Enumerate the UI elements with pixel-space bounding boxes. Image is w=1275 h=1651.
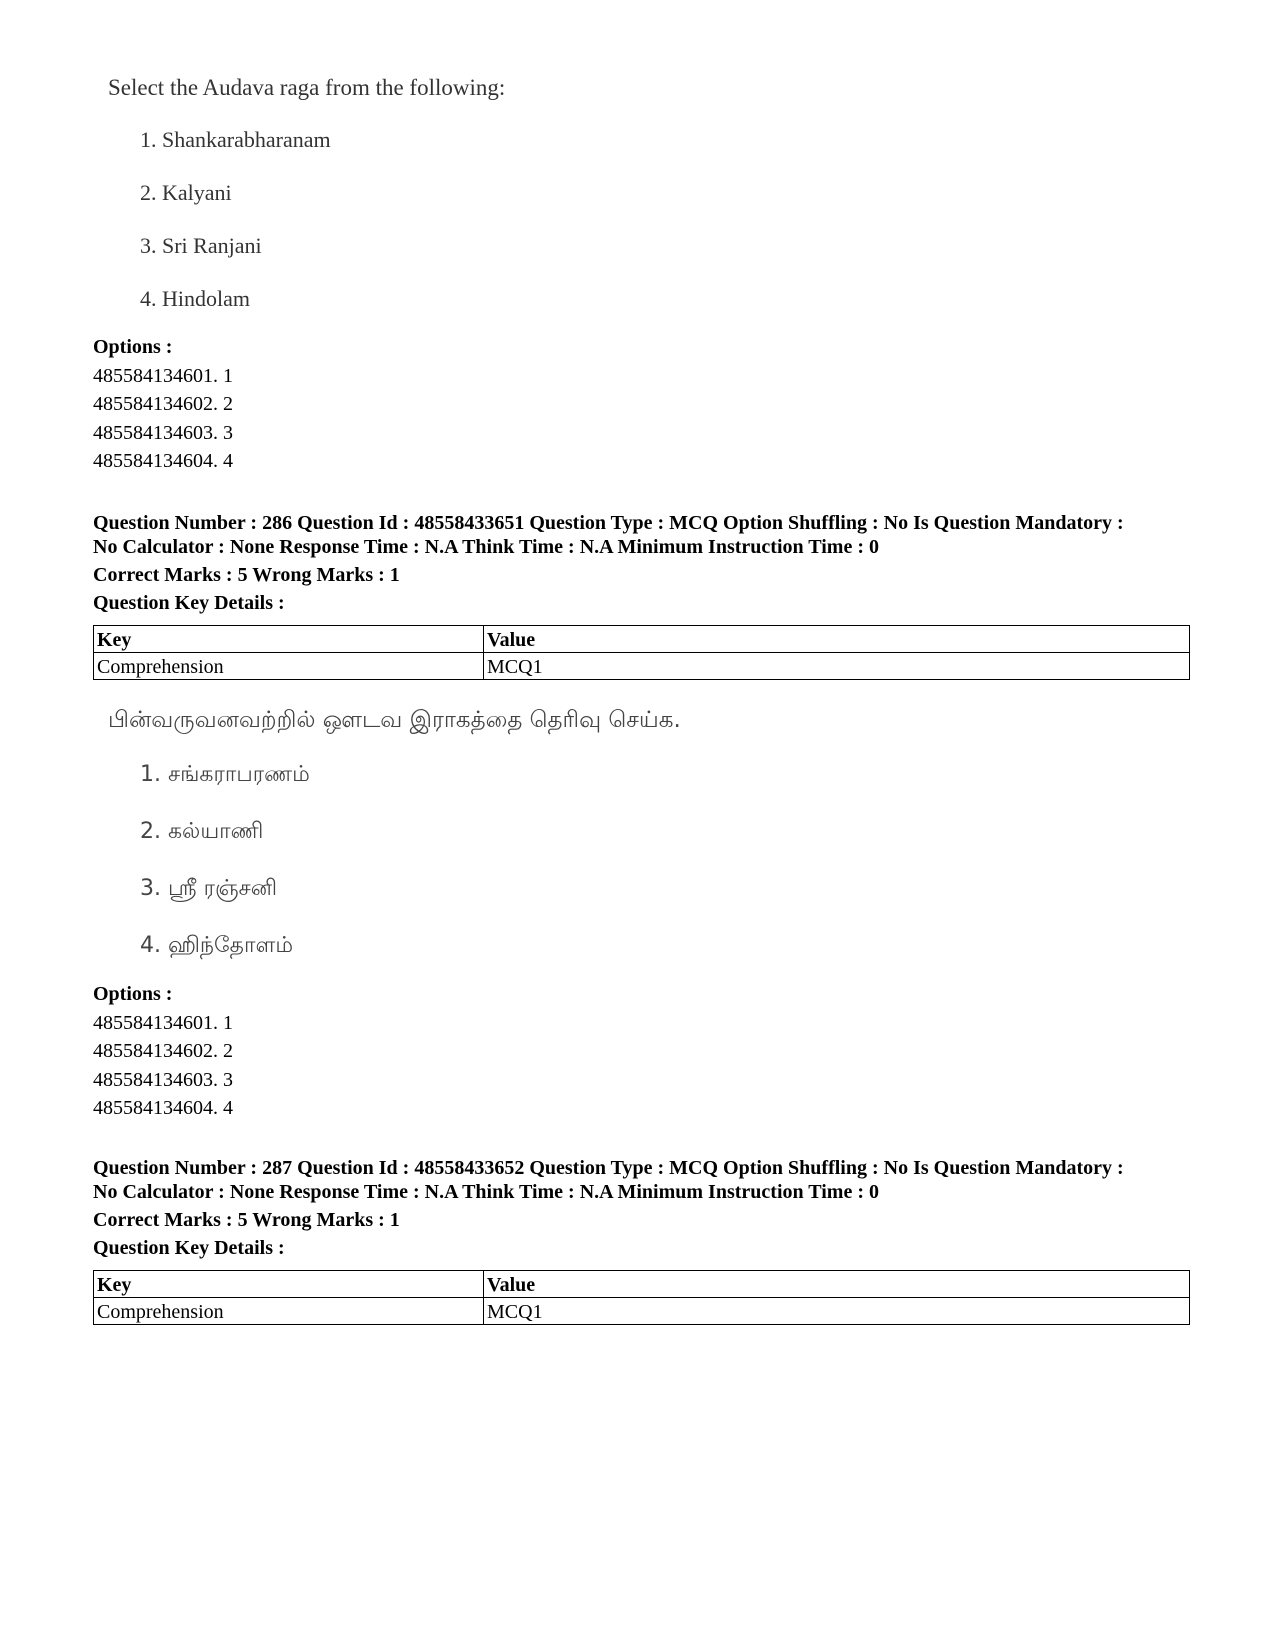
table-header-key: Key bbox=[94, 626, 484, 653]
question-meta-286 bbox=[93, 511, 1213, 615]
options-block bbox=[93, 333, 233, 476]
question-meta-line: Question Number : 287 Question Id : 48558433652 Question Type : MCQ Option Shuffling : No Is Question Mandatory : bbox=[93, 1157, 1124, 1179]
table-row bbox=[94, 1298, 1190, 1325]
key-details-heading: Question Key Details : bbox=[93, 592, 285, 614]
choice-item: 3. Sri Ranjani bbox=[140, 233, 262, 258]
option-item: 485584134603. 3 bbox=[93, 1068, 233, 1091]
option-item: 485584134602. 2 bbox=[93, 393, 233, 415]
options-heading: Options : bbox=[93, 336, 173, 358]
question-stem: பின்வருவனவற்றில் ஔடவ இராகத்தை தெரிவு செய்க. bbox=[108, 707, 681, 733]
question-meta-line: No Calculator : None Response Time : N.A Think Time : N.A Minimum Instruction Time : 0 bbox=[93, 1181, 879, 1203]
key-details-table bbox=[93, 1270, 1190, 1325]
choice-item: 4. ஹிந்தோளம் bbox=[140, 933, 294, 958]
question-meta-line: No Calculator : None Response Time : N.A Think Time : N.A Minimum Instruction Time : 0 bbox=[93, 536, 879, 558]
table-header-value: Value bbox=[484, 626, 1190, 653]
option-item: 485584134604. 4 bbox=[93, 1097, 233, 1119]
question-image-tamil bbox=[108, 706, 858, 976]
marks-line: Correct Marks : 5 Wrong Marks : 1 bbox=[93, 1209, 400, 1231]
question-meta-287 bbox=[93, 1156, 1213, 1260]
option-item: 485584134601. 1 bbox=[93, 1011, 233, 1034]
option-item: 485584134601. 1 bbox=[93, 364, 233, 387]
question-meta-line: Question Number : 286 Question Id : 48558433651 Question Type : MCQ Option Shuffling : No Is Question Mandatory : bbox=[93, 512, 1124, 534]
table-row bbox=[94, 653, 1190, 680]
table-header-row bbox=[94, 626, 1190, 653]
question-image-english bbox=[108, 74, 808, 324]
option-item: 485584134602. 2 bbox=[93, 1040, 233, 1062]
question-stem: Select the Audava raga from the following: bbox=[108, 75, 506, 100]
table-cell-key: Comprehension bbox=[94, 1298, 484, 1325]
choice-item: 3. ஸ்ரீ ரஞ்சனி bbox=[140, 876, 278, 901]
key-details-heading: Question Key Details : bbox=[93, 1237, 285, 1259]
table-cell-key: Comprehension bbox=[94, 653, 484, 680]
table-header-value: Value bbox=[484, 1271, 1190, 1298]
option-item: 485584134603. 3 bbox=[93, 421, 233, 444]
table-header-key: Key bbox=[94, 1271, 484, 1298]
option-item: 485584134604. 4 bbox=[93, 450, 233, 472]
choice-item: 2. Kalyani bbox=[140, 180, 232, 205]
table-header-row bbox=[94, 1271, 1190, 1298]
table-cell-value: MCQ1 bbox=[484, 653, 1190, 680]
options-block bbox=[93, 980, 233, 1123]
table-cell-value: MCQ1 bbox=[484, 1298, 1190, 1325]
choice-item: 4. Hindolam bbox=[140, 286, 250, 311]
choice-item: 1. Shankarabharanam bbox=[140, 127, 331, 152]
choice-item: 1. சங்கராபரணம் bbox=[140, 762, 310, 787]
marks-line: Correct Marks : 5 Wrong Marks : 1 bbox=[93, 564, 400, 586]
options-heading: Options : bbox=[93, 983, 173, 1005]
key-details-table bbox=[93, 625, 1190, 680]
choice-item: 2. கல்யாணி bbox=[140, 819, 264, 844]
